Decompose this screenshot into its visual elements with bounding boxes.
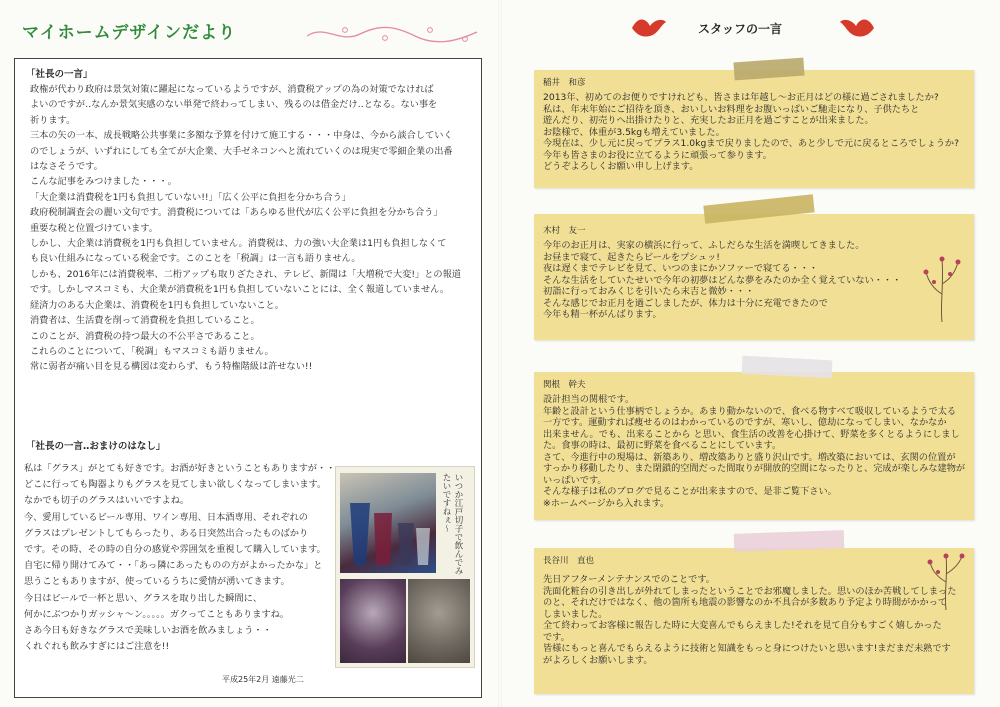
message-line: 夜は遅くまでテレビを見て、いつのまにかソファーで寝てる・・・ — [543, 263, 819, 274]
staff-name: 関根 幹夫 — [543, 380, 586, 390]
essay-line: グラスはプレゼントしてもらったり、ある日突然出合ったものばかり — [24, 527, 309, 539]
message-line: ※ホームページから入れます。 — [543, 497, 670, 509]
red-bird-icon — [628, 12, 668, 42]
message-line: 今年も精一杯がんばります。 — [543, 309, 662, 320]
essay-line: 私は「グラス」がとても好きです。お酒が好きということもありますが・・ — [24, 463, 336, 474]
message-line: 洗面化粧台の引き出しが外れてしまったということでお邪魔しました。思いのほか苦戦してしまった — [543, 585, 957, 597]
message-line: お陰様で、体重が3.5kgも増えていました。 — [543, 126, 725, 138]
essay-line: しかし、大企業は消費税を1円も負担していません。消費税は、力の強い大企業は1円も負担しなくて — [30, 238, 447, 250]
staff-name: 稲井 和彦 — [543, 78, 586, 88]
staff-name: 木村 友一 — [543, 226, 586, 236]
essay-line: 消費者は、生活費を削って消費税を負担していること。 — [30, 315, 260, 327]
tape-decoration — [742, 356, 833, 379]
essay-line: のでしょうが、いずれにしても全てが大企業、大手ゼネコンへと流れていくのは現実で零細企業の出番 — [30, 145, 453, 157]
message-line: 今現在は、少し元に戻ってプラス1.0kgまで戻りましたので、あと少しで元に戻るところでしょうか? — [543, 138, 959, 149]
message-line: そんな感じでお正月を過ごしましたが、体力は十分に充電できたので — [543, 297, 828, 309]
glasses-illustration — [340, 473, 436, 573]
essay-line: くれぐれも飲みすぎにはご注意を!! — [24, 641, 170, 653]
essay-line: なかでも切子のグラスはいいですよね。 — [24, 495, 190, 507]
message-line: 今年も皆さまのお役に立てるように頑張って参ります。 — [543, 149, 772, 161]
red-bird-icon — [838, 12, 878, 42]
message-line: いっぱいです。 — [543, 474, 607, 486]
message-line: 2013年、初めてのお便りですけれども、皆さまは年越し〜お正月はどの様に過ごされましたか? — [543, 92, 939, 103]
essay-line: 政権が代わり政府は景気対策に躍起になっているようですが、消費税アップの為の対策でなければ — [30, 84, 434, 95]
message-line: た。食事の時は、最初に野菜を食べることにしています。 — [543, 440, 782, 451]
staff-name: 長谷川 直也 — [543, 556, 595, 566]
message-line: です。 — [543, 631, 570, 643]
essay-line: 祈ります。 — [30, 114, 76, 126]
message-line: すっかり移動したり、また閉鎖的空間だった間取りが開放的空間になったりと、完成が楽しみな建物が — [543, 463, 966, 474]
message-line: しまいました。 — [543, 608, 608, 620]
message-line: 設計担当の関根です。 — [543, 394, 635, 405]
message-line: 皆様にもっと喜んでもらえるように技術と知識をもっと身につけたいと思います!まだまだ未熟です — [543, 643, 951, 654]
essay-line: も良い仕組みになっている税金です。このことを「税調」は一言も語りません。 — [30, 253, 361, 265]
message-line: がよろしくお願いします。 — [543, 654, 653, 666]
kiriko-glasses-photo — [340, 473, 436, 573]
ceramic-mug-photo — [408, 579, 470, 663]
section-title-president: 「社長の一言」 — [26, 69, 93, 80]
tape-decoration — [734, 530, 845, 552]
essay-line: どこに行っても陶器よりもグラスを見てしまい欲しくなってしまいます。 — [24, 479, 327, 491]
essay-line: こんな記事をみつけました・・・。 — [30, 176, 177, 188]
message-line: 一方です。運動すれば痩せるのはわかっているのですが、寒いし、億劫になってしまい、なかなか — [543, 417, 947, 428]
message-line: 出来ません。でも、出来ることから と思い、食生活の改善を心掛けて、野菜を多くとるようにしまし — [543, 428, 960, 440]
president-essay — [30, 82, 470, 375]
message-line: 初詣に行っておみくじを引いたら末吉と微妙・・・ — [543, 286, 755, 297]
essay-line: です。しかしマスコミも、大企業が消費税を1円も負担していないことには、全く報道していません。 — [30, 284, 450, 296]
message-line: そんな様子は私のブログで見ることが出来ますので、是非ご覧下さい。 — [543, 486, 837, 497]
message-line: 年齢と設計という仕事柄でしょうか。あまり動かないので、食べる物すべて吸収しているようで太る — [543, 405, 957, 417]
essay-line: しかも、2016年には消費税率、二桁アップも取りざたされ、テレビ、新聞は「大増税で大変!」との報道 — [30, 268, 461, 280]
staff-card — [534, 214, 974, 340]
essay-line: これらのことについて、「税調」もマスコミも語りません。 — [30, 345, 274, 357]
essay-line: 今、愛用しているビール専用、ワイン専用、日本酒専用、それぞれの — [24, 511, 308, 523]
message-line: さて、今進行中の現場は、新築あり、増改築ありと盛り沢山です。増改築においては、玄関の位置が — [543, 451, 956, 463]
staff-section-title: スタッフの一言 — [698, 22, 783, 36]
message-line: 先日アフターメンテナンスでのことです。 — [543, 574, 715, 585]
essay-line: 何かにぶつかりガッシャ〜ン。。。。。ガクってこともありますね。 — [24, 608, 289, 620]
essay-line: です。その時、その時の自分の感覚や雰囲気を重視して購入しています。 — [24, 544, 326, 556]
message-line: 私は、年末年始にご招待を頂き、おいしいお料理をお腹いっぱいご馳走になり、子供たちと — [543, 103, 920, 115]
essay-line: はなさそうです。 — [30, 161, 103, 173]
essay-line: 経済力のある大企業は、消費税を1円も負担していないこと。 — [30, 299, 284, 311]
message-line: どうぞよろしくお願い申し上げます。 — [543, 161, 699, 172]
message-line: のと、それだけではなく、他の箇所も地震の影響なのか不具合が多数あり予定より時間がかかって — [543, 597, 948, 608]
newsletter-title: マイホームデザインだより — [22, 23, 237, 43]
staff-message — [543, 574, 968, 666]
essay-line: 「大企業は消費税を1円も負担していない!!」「広く公平に負担を分かち合う」 — [30, 191, 351, 203]
essay-line: 重要な税と位置づけています。 — [30, 222, 158, 234]
essay-line: よいのですが‥なんか景気実感のない単発で終わってしまい、残るのは借金だけ‥となる。ない事を — [30, 99, 438, 111]
glass-essay — [24, 461, 336, 655]
vine-decoration — [305, 22, 480, 46]
message-line: 今年のお正月は、実家の横浜に行って、ふしだらな生活を満喫してきました。 — [543, 240, 865, 251]
staff-card — [534, 372, 974, 520]
section-title-bonus: 「社長の一言‥おまけのはなし」 — [26, 441, 166, 452]
staff-message — [543, 92, 968, 173]
signature: 平成25年2月 遠藤光二 — [222, 675, 304, 684]
tape-decoration — [733, 58, 804, 81]
photo-caption: いつか江戸切子で飲んでみたいですねぇ〜 — [441, 473, 463, 575]
essay-line: このことが、消費税の持つ最大の不公平さであること。 — [30, 330, 260, 342]
message-line: 遊んだり、初売りへ出掛けたりと、充実したお正月を過ごすことが出来ました。 — [543, 115, 874, 126]
staff-card — [534, 548, 974, 694]
message-line: お昼まで寝て、起きたらビールをプシュッ! — [543, 251, 720, 263]
berry-sprig-icon — [922, 254, 962, 324]
staff-message — [543, 394, 968, 509]
essay-line: 思うこともありますが、使っているうちに愛情が湧いてきます。 — [24, 576, 290, 588]
essay-line: 三本の矢の一本、成長戦略公共事業に多額な予算を付けて施工する・・・中身は、今から談合していく — [30, 130, 453, 142]
berry-sprig-icon — [926, 552, 966, 612]
glass-photo-panel — [335, 466, 475, 668]
tape-decoration — [703, 194, 814, 223]
message-line: そんな生活をしていたせいで今年の初夢はどんな夢をみたのか全く覚えていない・・・ — [543, 274, 902, 286]
essay-line: 政府税制調査会の麗い文句です。消費税については「あらゆる世代が広く公平に負担を分かち合う」 — [30, 207, 443, 219]
essay-line: さあ今日も好きなグラスで美味しいお酒を飲みましょう・・ — [24, 625, 272, 637]
staff-card — [534, 70, 974, 188]
essay-line: 今日はビールで一杯と思い、グラスを取り出した瞬間に、 — [24, 592, 263, 604]
essay-line: 自宅に帰り開けてみて・・「あっ隣にあったものの方がよかったかな」と — [24, 560, 323, 572]
right-page — [500, 0, 1000, 707]
message-line: 全て終わってお客様に報告した時に大変喜んでもらえました!それを見て自分もすごく嬉しかった — [543, 620, 942, 631]
staff-message — [543, 240, 968, 321]
essay-line: 常に弱者が痛い目を見る構図は変わらず、もう特権階級は許せない!! — [30, 361, 313, 373]
etched-glass-photo — [340, 579, 406, 663]
